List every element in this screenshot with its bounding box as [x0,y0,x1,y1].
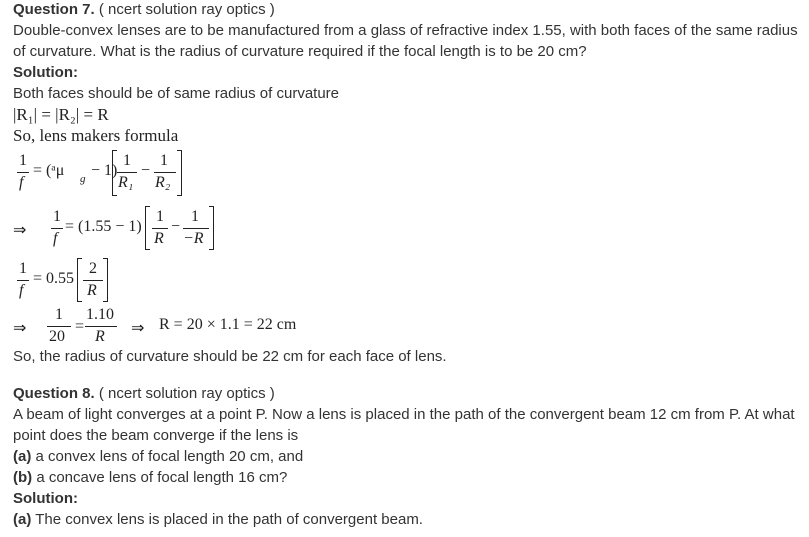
q7-equation-result [13,306,313,350]
eq2-term2-bar [183,228,209,229]
eq2-term1-bar [152,228,168,229]
q8-answer-a-label: (a) [13,511,32,528]
eq1-minus-one: − 1) [91,162,118,179]
q8-part-b [13,467,287,488]
eq2-denominator: f [53,230,58,247]
q7-heading: Question 7. [13,1,95,18]
eq4-right-denominator: R [95,328,105,345]
eq1-term1-bar [117,172,137,173]
q7-equation-lens-maker [13,148,213,198]
eq4-right-bar [85,326,117,327]
eq2-numerator: 1 [53,208,61,225]
eq1-fraction-bar [17,172,29,173]
eq1-middle: = (ᵃμ [33,162,65,179]
eq1-denominator: f [19,174,24,191]
q7-text-line2: of curvature. What is the radius of curvature required if the focal length is to be 20 cm? [13,43,587,60]
q8-answer-a [13,509,423,530]
q7-text-line1: Double-convex lenses are to be manufactured from a glass of refractive index 1.55, with both faces of the same radius [13,22,798,39]
q8-source: ( ncert solution ray optics ) [94,385,275,402]
eq3-denominator: f [19,282,24,299]
q8-text-line1: A beam of light converges at a point P. Now a lens is placed in the path of the convergent beam 12 cm from P. At what [13,406,795,423]
q8-part-b-label: (b) [13,469,33,486]
eq1-term2-bar [154,172,176,173]
eq4-implies-arrow: ⇒ [13,320,27,337]
eq2-term2-den: −R [183,230,204,247]
q8-part-a [13,446,303,467]
eq1-numerator: 1 [19,152,27,169]
eq2-term2-num: 1 [191,208,199,225]
eq2-right-bracket [209,206,214,250]
eq2-implies-arrow: ⇒ [13,222,27,239]
eq1-term1-den: R₁ [118,174,134,191]
eq2-fraction-bar [51,228,63,229]
q7-source: ( ncert solution ray optics ) [94,1,275,18]
eq2-term1-num: 1 [156,208,164,225]
eq1-term2-den: R₂ [155,174,171,191]
eq1-subscript-g: g [80,173,86,185]
q8-text-line2: point does the beam converge if the lens is [13,427,299,444]
eq1-minus: − [141,162,151,179]
eq3-term-bar [83,280,103,281]
eq2-left-bracket [145,206,150,250]
q7-equation-substitution [13,206,233,254]
eq1-term1-num: 1 [123,152,131,169]
eq3-numerator: 1 [19,260,27,277]
eq4-result: R = 20 × 1.1 = 22 cm [159,316,297,333]
q7-step3: So, lens makers formula [13,126,179,145]
eq1-term2-num: 1 [160,152,168,169]
eq1-right-bracket [177,150,182,196]
q8-heading: Question 8. [13,385,95,402]
eq3-term-num: 2 [89,260,97,277]
eq2-minus: − [171,218,181,235]
q8-part-a-label: (a) [13,448,32,465]
eq4-implies-arrow-2: ⇒ [131,320,145,337]
eq4-equals: = [75,318,85,335]
eq3-right-bracket [103,258,108,302]
eq3-middle: = 0.55 [33,270,75,287]
eq3-term-den: R [87,282,97,299]
q7-step2: |R₁| = |R₂| = R [13,105,109,124]
eq4-numerator: 1 [55,306,63,323]
eq4-denominator: 20 [49,328,65,345]
eq3-fraction-bar [17,280,29,281]
q7-equation-simplified [13,258,133,304]
q8-solution-label: Solution: [13,490,78,507]
q8-part-a-text: a convex lens of focal length 20 cm, and [31,448,304,465]
eq4-fraction-bar [47,326,71,327]
q8-answer-a-text: The convex lens is placed in the path of convergent beam. [31,511,423,528]
q7-step1: Both faces should be of same radius of curvature [13,85,340,102]
eq1-left-bracket [112,150,117,196]
q7-conclusion: So, the radius of curvature should be 22 cm for each face of lens. [13,348,447,365]
q8-heading-line [13,383,275,404]
q8-part-b-text: a concave lens of focal length 16 cm? [32,469,288,486]
eq2-term1-den: R [154,230,164,247]
eq3-left-bracket [77,258,82,302]
q7-heading-line [13,0,275,20]
eq2-middle: = (1.55 − 1) [65,218,142,235]
q7-solution-label: Solution: [13,64,78,81]
eq4-right-numerator: 1.10 [86,306,114,323]
